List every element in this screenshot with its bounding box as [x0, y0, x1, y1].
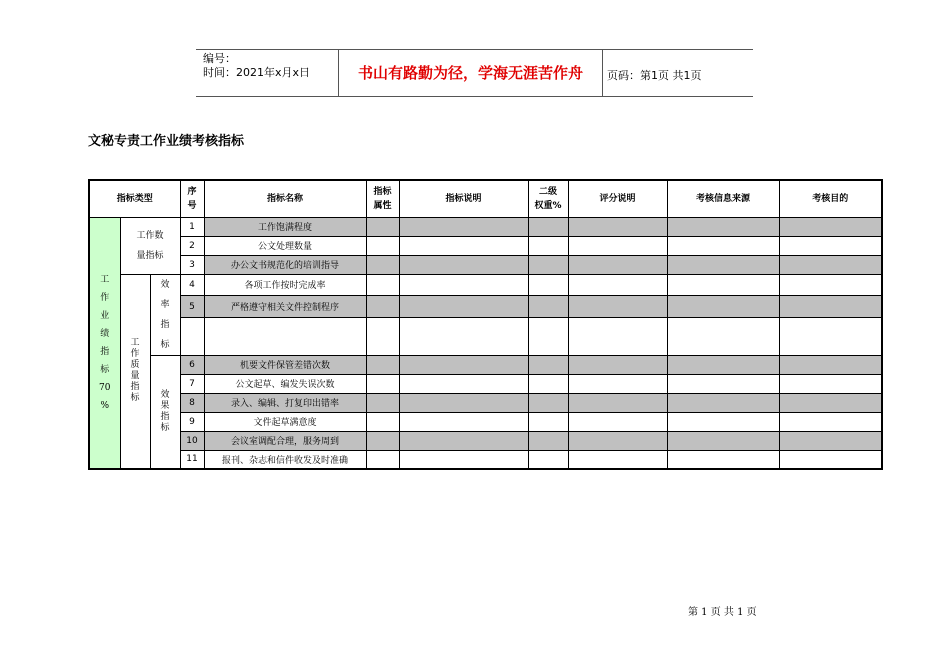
row-name: 严格遵守相关文件控制程序 — [204, 296, 366, 318]
category-performance: 工 作 业 绩 指 标 70 % — [89, 217, 120, 469]
table-row — [89, 255, 882, 274]
page-footer: 第 1 页 共 1 页 — [688, 607, 757, 618]
row-name: 工作饱满程度 — [204, 217, 366, 236]
kpi-table — [88, 179, 883, 470]
number-label: 编号： — [203, 52, 236, 65]
row-name: 文件起草满意度 — [204, 412, 366, 431]
col-header-name: 指标名称 — [204, 180, 366, 217]
row-number: 3 — [180, 255, 204, 274]
header-page-cell — [602, 50, 753, 96]
document-title: 文秘专责工作业绩考核指标 — [88, 134, 245, 149]
col-header-attr: 指标 属性 — [366, 180, 399, 217]
header-motto-cell — [338, 50, 603, 96]
table-row — [89, 431, 882, 450]
document-header — [196, 49, 753, 97]
row-name: 各项工作按时完成率 — [204, 274, 366, 296]
table-row — [89, 412, 882, 431]
col-header-type: 指标类型 — [89, 180, 180, 217]
page-label: 页码：第1页 共1页 — [607, 69, 702, 82]
row-number: 10 — [180, 431, 204, 450]
date-label: 时间：2021年x月x日 — [203, 66, 311, 79]
row-name: 录入、编辑、打复印出错率 — [204, 393, 366, 412]
group-quality: 工 作 质 量 指 标 — [120, 274, 150, 469]
row-number: 11 — [180, 450, 204, 469]
row-number: 8 — [180, 393, 204, 412]
row-name: 会议室调配合理，服务周到 — [204, 431, 366, 450]
table-row — [89, 236, 882, 255]
col-header-purpose: 考核目的 — [779, 180, 882, 217]
col-header-scoring: 评分说明 — [568, 180, 667, 217]
table-row — [89, 450, 882, 469]
row-name: 公文起草、编发失误次数 — [204, 374, 366, 393]
col-header-weight: 二级 权重% — [528, 180, 568, 217]
row-number: 6 — [180, 355, 204, 374]
row-name: 报刊、杂志和信件收发及时准确 — [204, 450, 366, 469]
row-number: 5 — [180, 296, 204, 318]
col-header-desc: 指标说明 — [399, 180, 528, 217]
col-header-seq: 序 号 — [180, 180, 204, 217]
row-number: 2 — [180, 236, 204, 255]
row-number: 4 — [180, 274, 204, 296]
sub-effect: 效 果 指 标 — [150, 355, 180, 469]
row-number: 1 — [180, 217, 204, 236]
header-meta-cell — [196, 50, 338, 96]
motto-text: 书山有路勤为径，学海无涯苦作舟 — [357, 64, 583, 82]
table-row — [89, 217, 882, 236]
row-number — [180, 317, 204, 355]
row-number: 7 — [180, 374, 204, 393]
row-name: 机要文件保管差错次数 — [204, 355, 366, 374]
row-name — [204, 317, 366, 355]
table-row — [89, 355, 882, 374]
row-name: 办公文书规范化的培训指导 — [204, 255, 366, 274]
sub-efficiency: 效 率 指 标 — [150, 274, 180, 355]
row-name: 公文处理数量 — [204, 236, 366, 255]
table-row — [89, 296, 882, 318]
table-row — [89, 393, 882, 412]
table-row — [89, 317, 882, 355]
group-quantity: 工作数 量指标 — [120, 217, 180, 274]
row-number: 9 — [180, 412, 204, 431]
table-row — [89, 374, 882, 393]
col-header-source: 考核信息来源 — [667, 180, 779, 217]
table-row — [89, 274, 882, 296]
table-header-row — [89, 180, 882, 217]
